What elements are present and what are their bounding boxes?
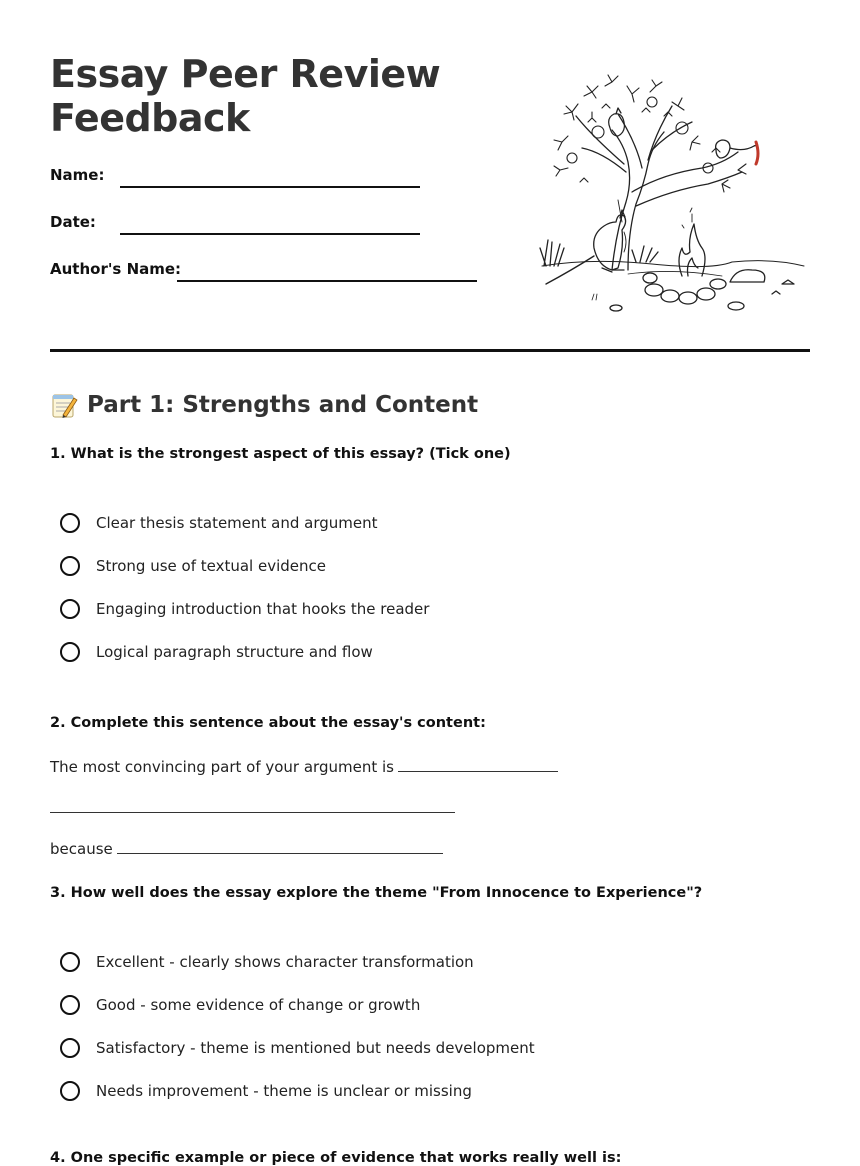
sentence-starter bbox=[50, 757, 558, 776]
radio-button[interactable] bbox=[60, 1038, 80, 1058]
radio-button[interactable] bbox=[60, 599, 80, 619]
radio-button[interactable] bbox=[60, 642, 80, 662]
q1-option-1[interactable] bbox=[60, 510, 378, 536]
question-4: 4. One specific example or piece of evidence that works really well is: bbox=[50, 1150, 622, 1166]
sentence-start-text: The most convincing part of your argument is bbox=[50, 758, 394, 776]
question-3: 3. How well does the essay explore the theme "From Innocence to Experience"? bbox=[50, 885, 703, 901]
option-label: Logical paragraph structure and flow bbox=[96, 643, 373, 661]
option-label: Good - some evidence of change or growth bbox=[96, 996, 421, 1014]
q1-option-3[interactable] bbox=[60, 596, 429, 622]
because-blank[interactable] bbox=[117, 839, 443, 854]
q3-option-3[interactable] bbox=[60, 1035, 535, 1061]
q3-option-1[interactable] bbox=[60, 949, 474, 975]
question-1: 1. What is the strongest aspect of this essay? (Tick one) bbox=[50, 446, 511, 462]
part-1-heading bbox=[50, 388, 478, 422]
author-name-label: Author's Name: bbox=[50, 260, 182, 278]
date-field[interactable] bbox=[50, 213, 430, 237]
header-divider bbox=[50, 349, 810, 352]
name-line[interactable] bbox=[120, 186, 420, 188]
q3-option-4[interactable] bbox=[60, 1078, 472, 1104]
author-name-line[interactable] bbox=[177, 280, 477, 282]
because-line bbox=[50, 839, 443, 858]
option-label: Needs improvement - theme is unclear or missing bbox=[96, 1082, 472, 1100]
radio-button[interactable] bbox=[60, 995, 80, 1015]
page-title bbox=[50, 52, 440, 140]
option-label: Clear thesis statement and argument bbox=[96, 514, 378, 532]
memo-icon bbox=[50, 391, 78, 419]
outback-tree-kangaroo-campfire-illustration bbox=[532, 72, 814, 320]
q1-option-2[interactable] bbox=[60, 553, 326, 579]
title-line-2: Feedback bbox=[50, 96, 250, 140]
part-1-title: Part 1: Strengths and Content bbox=[87, 392, 479, 418]
radio-button[interactable] bbox=[60, 952, 80, 972]
answer-line-full[interactable] bbox=[50, 812, 455, 813]
radio-button[interactable] bbox=[60, 556, 80, 576]
q3-option-2[interactable] bbox=[60, 992, 420, 1018]
option-label: Excellent - clearly shows character transformation bbox=[96, 953, 474, 971]
date-label: Date: bbox=[50, 213, 96, 231]
name-label: Name: bbox=[50, 166, 105, 184]
option-label: Satisfactory - theme is mentioned but needs development bbox=[96, 1039, 535, 1057]
author-name-field[interactable] bbox=[50, 260, 480, 284]
answer-blank[interactable] bbox=[398, 757, 558, 772]
title-line-1: Essay Peer Review bbox=[50, 52, 441, 96]
option-label: Engaging introduction that hooks the reader bbox=[96, 600, 430, 618]
because-label: because bbox=[50, 840, 113, 858]
option-label: Strong use of textual evidence bbox=[96, 557, 327, 575]
q1-option-4[interactable] bbox=[60, 639, 373, 665]
radio-button[interactable] bbox=[60, 513, 80, 533]
name-field[interactable] bbox=[50, 166, 430, 190]
date-line[interactable] bbox=[120, 233, 420, 235]
question-2: 2. Complete this sentence about the essay's content: bbox=[50, 715, 486, 731]
radio-button[interactable] bbox=[60, 1081, 80, 1101]
